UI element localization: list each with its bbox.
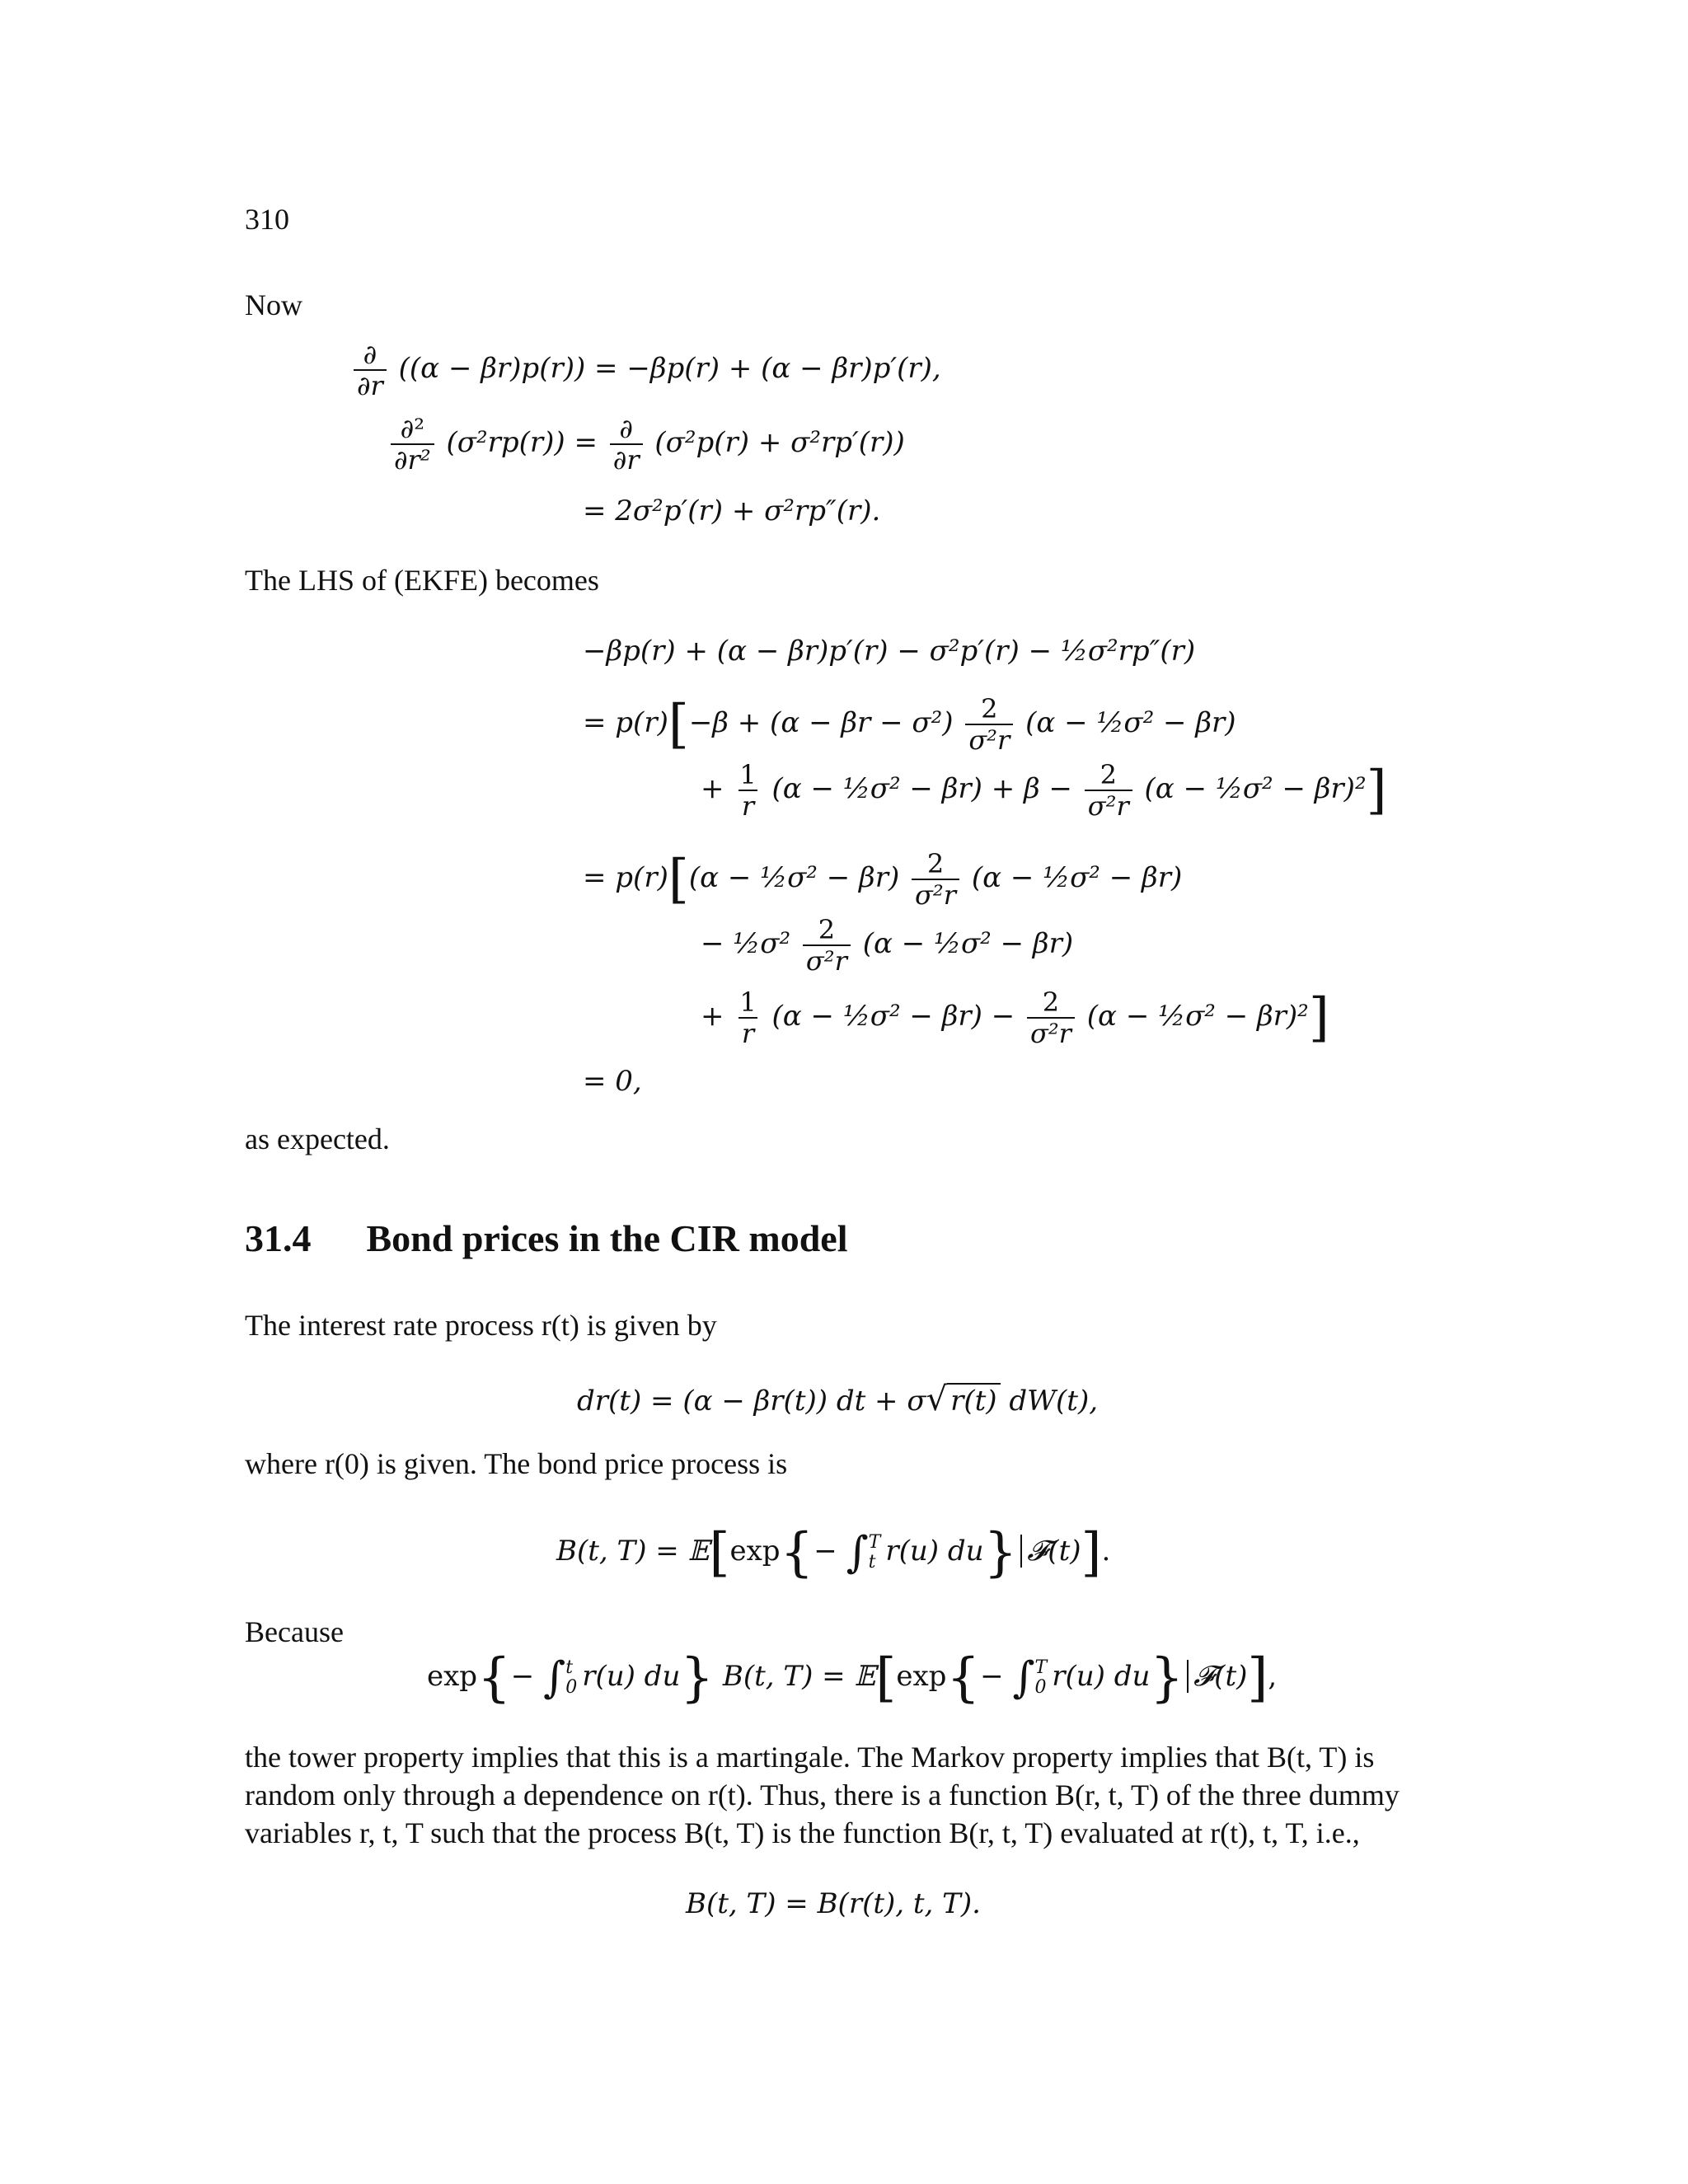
- equation-text: (α − ½σ² − βr) −: [771, 1000, 1015, 1033]
- paragraph-because: Because: [245, 1615, 344, 1648]
- derivation-line-3: [701, 760, 1387, 821]
- equation-text: (σ²p(r) + σ²rp′(r)): [654, 426, 905, 459]
- derivation-line-1: −βp(r) + (α − βr)p′(r) − σ²p′(r) − ½σ²rp″(r): [583, 635, 1196, 668]
- integral-limits: T 0: [1034, 1657, 1048, 1698]
- fraction: $\frac{2}{\text{σ²r}}$: [965, 694, 1013, 755]
- left-bracket: [: [875, 1647, 897, 1708]
- equation-text: = p(r): [583, 861, 668, 894]
- left-brace: {: [946, 1647, 981, 1708]
- equation-text: +: [701, 1000, 724, 1033]
- integrand: r(u) du: [885, 1535, 984, 1568]
- equation-text: = p(r): [583, 706, 668, 739]
- equation-text: − ½σ²: [701, 927, 791, 960]
- left-brace: {: [477, 1647, 511, 1708]
- integrand: r(u) du: [582, 1660, 681, 1693]
- right-brace: }: [680, 1647, 715, 1708]
- left-bracket: [: [668, 849, 689, 910]
- fraction: $\frac{2}{\text{σ²r}}$: [1027, 987, 1075, 1048]
- paragraph-as-expected: as expected.: [245, 1122, 390, 1155]
- right-bracket: ]: [1081, 1522, 1102, 1583]
- integral-sign: ∫: [846, 1528, 869, 1577]
- equation-second-derivative: [387, 414, 905, 475]
- equation-text: (α − ½σ² − βr) + β −: [771, 772, 1072, 805]
- equation-second-derivative-result: = 2σ²p′(r) + σ²rp″(r).: [583, 494, 881, 527]
- derivation-line-5: [701, 915, 1073, 976]
- section-title: Bond prices in the CIR model: [366, 1217, 848, 1259]
- partial-fraction: $\frac{\partial}{\partial r}$: [354, 340, 387, 401]
- filtration: 𝓕(t): [1020, 1535, 1081, 1568]
- equation-text: B(t, T) = 𝔼: [556, 1535, 710, 1568]
- equation-text: +: [701, 772, 724, 805]
- paragraph-now: Now: [245, 288, 302, 321]
- section-number: 31.4: [245, 1217, 312, 1259]
- equation-text: (α − ½σ² − βr): [1025, 706, 1236, 739]
- integral-limits: t 0: [565, 1657, 578, 1698]
- paragraph-lhs-intro: The LHS of (EKFE) becomes: [245, 564, 599, 597]
- paragraph-tower-line-3: variables r, t, T such that the process B(t, T) is the function B(r, t, T) evaluated at r(t), t, T, i.e.,: [245, 1816, 1360, 1849]
- equation-text: ((α − βr)p(r)) = −βp(r) + (α − βr)p′(r),: [398, 352, 941, 385]
- equation-text: (α − ½σ² − βr): [688, 861, 900, 894]
- partial-fraction: $\frac{\text{∂²}}{\text{∂r²}}$: [391, 414, 434, 475]
- filtration: 𝓕(t): [1187, 1660, 1247, 1693]
- integral-sign: ∫: [543, 1653, 566, 1703]
- equation-final: B(t, T) = B(r(t), t, T).: [686, 1887, 981, 1920]
- right-bracket: ]: [1366, 760, 1387, 821]
- paragraph-interest-rate: The interest rate process r(t) is given by: [245, 1309, 717, 1342]
- equation-first-derivative: [350, 340, 941, 401]
- derivation-line-7: = 0,: [583, 1065, 642, 1098]
- page-number: 310: [245, 203, 289, 236]
- equation-text: dr(t) = (α − βr(t)) dt + σ: [577, 1385, 926, 1418]
- partial-fraction: $\frac{\partial}{\partial r}$: [610, 414, 643, 475]
- derivation-line-2: [583, 694, 1236, 755]
- paragraph-tower-line-1: the tower property implies that this is a martingale. The Markov property implies that B(t, T) is: [245, 1741, 1375, 1774]
- exp-text: exp: [896, 1660, 947, 1693]
- left-bracket: [: [709, 1522, 730, 1583]
- integral-limits: T t: [868, 1532, 881, 1572]
- exp-text: exp: [729, 1535, 781, 1568]
- derivation-line-4: [583, 849, 1182, 910]
- fraction: $\frac{2}{\text{σ²r}}$: [912, 849, 959, 910]
- right-brace: }: [1150, 1647, 1184, 1708]
- left-bracket: [: [668, 694, 689, 755]
- right-bracket: ]: [1308, 987, 1329, 1048]
- equation-text: (α − ½σ² − βr)²: [1086, 1000, 1309, 1033]
- equation-bond-price: B(t, T) = 𝔼[exp{− ∫ T t r(u) du} 𝓕(t)].: [556, 1522, 1111, 1583]
- fraction: $\frac{1}{r}$: [739, 759, 757, 822]
- equation-text: dW(t),: [1009, 1385, 1099, 1418]
- paragraph-tower-line-2: random only through a dependence on r(t). Thus, there is a function B(r, t, T) of the three dummy: [245, 1779, 1400, 1811]
- fraction: $\frac{2}{\text{σ²r}}$: [803, 915, 851, 976]
- left-brace: {: [780, 1522, 814, 1583]
- right-brace: }: [983, 1522, 1018, 1583]
- section-heading: [245, 1216, 847, 1260]
- integrand: r(u) du: [1052, 1660, 1151, 1693]
- equation-because: exp{− ∫ t 0 r(u) du} B(t, T) = 𝔼[exp{− ∫ T 0 r(u) du} 𝓕(t)],: [427, 1647, 1278, 1708]
- right-bracket: ]: [1247, 1647, 1268, 1708]
- equation-text: (α − ½σ² − βr): [862, 927, 1074, 960]
- equation-text: (α − ½σ² − βr): [971, 861, 1183, 894]
- equation-text: (α − ½σ² − βr)²: [1144, 772, 1367, 805]
- equation-text: (σ²rp(r)) =: [446, 426, 598, 459]
- equation-cir-sde: dr(t) = (α − βr(t)) dt + σ√ r(t) dW(t),: [577, 1380, 1099, 1418]
- equation-text: B(t, T) = 𝔼: [722, 1660, 876, 1693]
- integral-sign: ∫: [1012, 1653, 1035, 1703]
- equation-text: −β + (α − βr − σ²): [688, 706, 954, 739]
- paragraph-where: where r(0) is given. The bond price process is: [245, 1447, 788, 1480]
- fraction: $\frac{1}{r}$: [739, 987, 757, 1049]
- exp-text: exp: [427, 1660, 478, 1693]
- sqrt-argument: r(t): [947, 1383, 1000, 1418]
- fraction: $\frac{2}{\text{σ²r}}$: [1085, 760, 1132, 821]
- derivation-line-6: [701, 987, 1329, 1048]
